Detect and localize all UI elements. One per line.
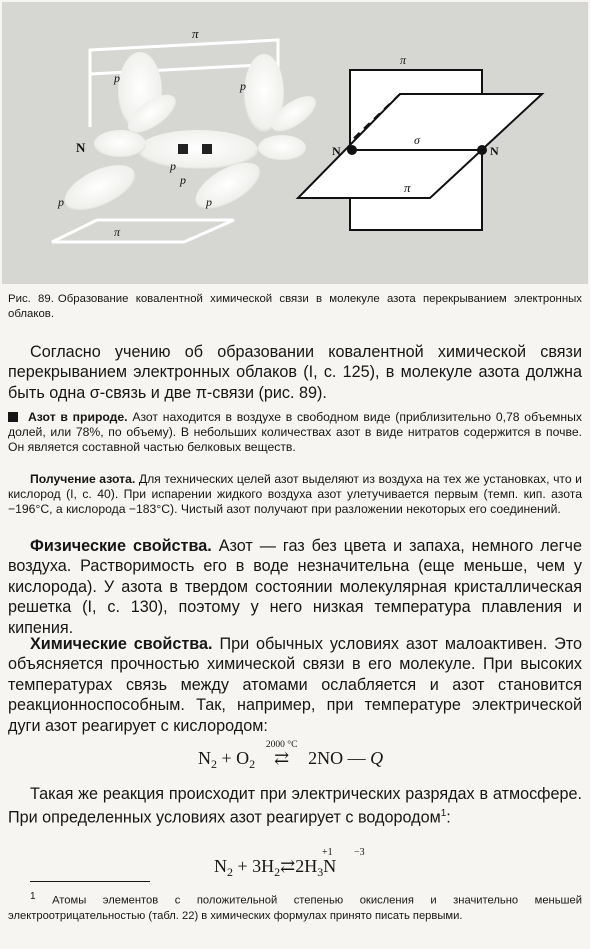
equation-nitrogen-oxygen xyxy=(198,740,384,774)
section-nature-text: Азот находится в воздухе в свободном виде (приблизительно 0,78 объемных долей, или 78%, по объему). В небольших количествах азот в виде нитратов содержится в почве. Он является составной частью белковых веществ. xyxy=(8,410,582,455)
footnote-text: Атомы элементов с положительной степенью окисления и значительно меньшей электроотрицательностью (табл. 22) в химических формулах принято писать первыми. xyxy=(8,894,582,922)
atom-n-right xyxy=(477,145,487,155)
section-physical-heading: Физические свойства. xyxy=(30,537,212,555)
pi-plane-bottom xyxy=(52,220,234,242)
label-p: p xyxy=(206,195,212,209)
eq2-product-n: N xyxy=(323,856,337,876)
label-pi-right: π xyxy=(404,180,411,195)
paragraph-hydrogen-colon: : xyxy=(446,808,451,827)
eq1-arrow: ⇄ xyxy=(274,748,290,768)
label-pi-top: π xyxy=(192,26,199,41)
eq1-product: 2NO xyxy=(308,748,344,768)
section-chemical-text: При обычных условиях азот малоактивен. Это объясняется прочностью химической связи в его молекуле. При высоких температурах связь между атомами ослабляется и азот становится реакционноспособным. Так, например, при температуре электрической дуги азот реагирует с кислородом: xyxy=(8,635,582,735)
section-production-text: Для технических целей азот выделяют из воздуха на тех же установках, что и кислород (I, с. 40). При испарении жидкого воздуха азот улетучивается первым (темп. кип. азота −196°C, а кислорода −183°C). Чистый азот получают при разложении некоторых его соединений. xyxy=(8,472,582,517)
eq1-o: O xyxy=(236,748,250,768)
paragraph-hydrogen-text: Такая же реакция происходит при электрических разрядах в атмосфере. При определенных условиях азот реагирует с водородом xyxy=(8,785,582,827)
figure-caption xyxy=(8,292,582,321)
eq2-product-h: 2H xyxy=(295,856,318,876)
eq1-q: Q xyxy=(370,748,384,768)
equation-nitrogen-hydrogen xyxy=(214,847,365,882)
label-n: N xyxy=(76,140,86,155)
eq2-arrow: ⇄ xyxy=(280,856,296,876)
figure-nitrogen-orbitals xyxy=(2,2,588,284)
eq2-oxidation-h: +1 xyxy=(322,847,333,858)
eq1-o-sub: 2 xyxy=(249,757,256,771)
label-p: p xyxy=(170,159,176,173)
eq1-n: N xyxy=(198,748,211,768)
label-sigma: σ xyxy=(414,133,420,147)
section-production-heading: Получение азота. xyxy=(30,472,136,486)
label-n-left: N xyxy=(332,144,341,158)
section-nature xyxy=(8,410,582,456)
eq2-n: N xyxy=(214,856,227,876)
label-p: p xyxy=(240,79,246,93)
orbital-diagram xyxy=(2,2,588,284)
eq2-oxidation-n: −3 xyxy=(354,847,365,858)
eq1-condition: 2000 °C xyxy=(265,740,298,750)
bond-core xyxy=(202,144,212,154)
label-p: p xyxy=(180,173,186,187)
label-p: p xyxy=(114,71,120,85)
paragraph-hydrogen-reaction xyxy=(8,784,582,828)
figure-caption-text: Образование ковалентной химической связи в молекуле азота перекрыванием электронных облаков. xyxy=(8,293,582,320)
section-physical-text: Азот — газ без цвета и запаха, немного легче воздуха. Растворимость его в воде незначительна (еще меньше, чем у кислорода). У азота в твердом состоянии молекулярная кристаллическая решетка (I, с. 130), поэтому у него низкая температура плавления и кипения. xyxy=(8,537,582,637)
eq2-product-h-sub: 3 xyxy=(317,865,324,879)
eq1-n-sub: 2 xyxy=(211,757,217,771)
section-physical xyxy=(8,536,582,638)
p-lobe xyxy=(58,156,142,221)
section-production xyxy=(8,472,582,518)
section-marker-icon xyxy=(8,412,18,422)
label-pi-bottom: π xyxy=(114,225,121,239)
eq2-plus-h: + 3H xyxy=(237,856,275,876)
footnote-mark: 1 xyxy=(30,891,36,902)
label-p: p xyxy=(58,195,64,209)
footnote xyxy=(8,889,582,924)
s-lobe xyxy=(94,130,146,158)
eq2-n-sub: 2 xyxy=(227,865,233,879)
eq2-h-sub: 2 xyxy=(274,865,281,879)
atom-n-left xyxy=(347,145,357,155)
eq1-arrow-group xyxy=(260,740,304,768)
footnote-reference: 1 xyxy=(440,808,447,820)
section-nature-heading: Азот в природе. xyxy=(28,410,128,424)
figure-caption-label: Рис. 89. xyxy=(8,293,54,305)
section-chemical-heading: Химические свойства. xyxy=(30,635,213,653)
label-n-right: N xyxy=(490,144,499,158)
intro-text: Согласно учению об образовании ковалентной химической связи перекрыванием электронных облаков (I, с. 125), в молекуле азота должна быть одна σ-связь и две π-связи (рис. 89). xyxy=(8,343,582,402)
footnote-divider xyxy=(30,881,150,882)
intro-paragraph xyxy=(8,342,582,403)
section-chemical xyxy=(8,634,582,736)
bond-core xyxy=(178,144,188,154)
label-pi-right-top: π xyxy=(400,53,407,67)
s-lobe xyxy=(258,135,306,161)
eq1-plus: + xyxy=(221,748,232,768)
eq1-minus: — xyxy=(347,748,366,768)
